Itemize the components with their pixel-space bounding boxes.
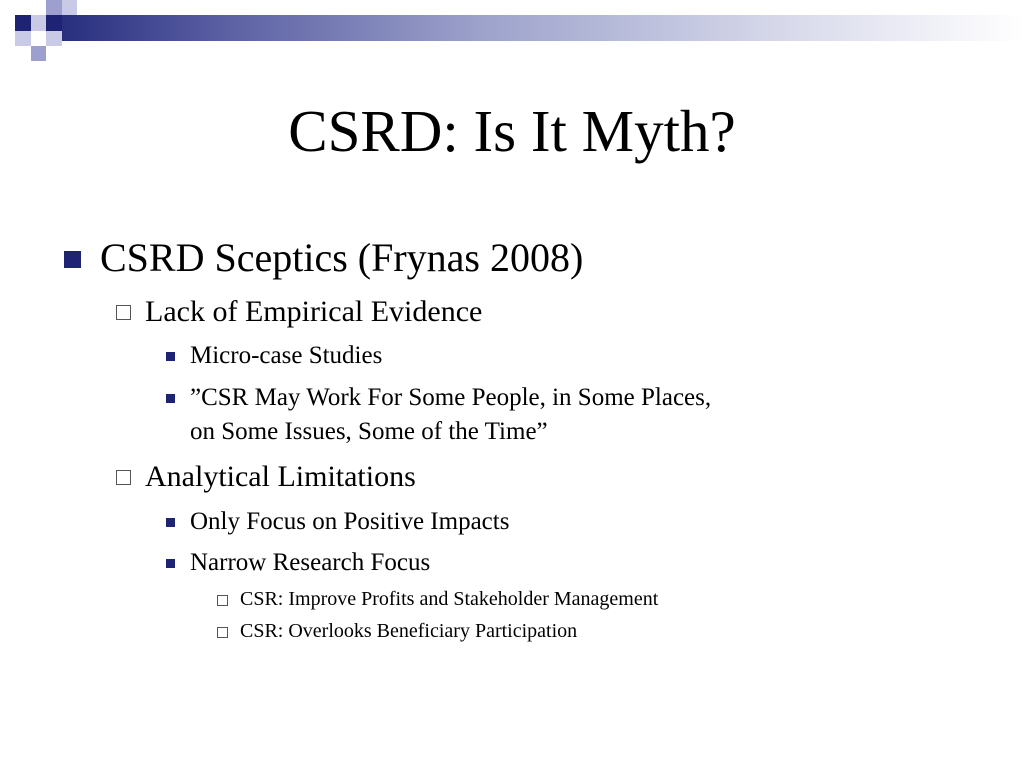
bullet-text: Micro-case Studies bbox=[190, 342, 383, 369]
square-bullet-icon bbox=[166, 518, 175, 527]
header-square bbox=[62, 0, 77, 15]
header-square bbox=[15, 31, 31, 46]
bullet-text: Lack of Empirical Evidence bbox=[145, 295, 483, 328]
checkbox-bullet-icon bbox=[217, 595, 228, 606]
bullet-text: Only Focus on Positive Impacts bbox=[190, 508, 510, 535]
bullet-text: CSR: Improve Profits and Stakeholder Management bbox=[240, 588, 659, 610]
header-square bbox=[46, 0, 62, 15]
square-bullet-icon bbox=[166, 352, 175, 361]
slide-title: CSRD: Is It Myth? bbox=[288, 98, 736, 164]
checkbox-bullet-icon bbox=[116, 305, 131, 320]
bullet-text: Analytical Limitations bbox=[145, 460, 416, 493]
bullet-text: ”CSR May Work For Some People, in Some Places, bbox=[190, 384, 712, 411]
header-square bbox=[31, 46, 46, 61]
checkbox-bullet-icon bbox=[217, 627, 228, 638]
square-bullet-icon bbox=[166, 394, 175, 403]
bullet-text: CSRD Sceptics (Frynas 2008) bbox=[100, 235, 584, 280]
bullet-text: Narrow Research Focus bbox=[190, 549, 431, 576]
checkbox-bullet-icon bbox=[116, 470, 131, 485]
header-square bbox=[31, 15, 46, 31]
header-square bbox=[46, 15, 62, 31]
bullet-text: CSR: Overlooks Beneficiary Participation bbox=[240, 620, 578, 642]
square-bullet-icon bbox=[166, 559, 175, 568]
header-gradient-bar bbox=[46, 15, 1024, 41]
bullet-text-continuation: on Some Issues, Some of the Time” bbox=[190, 418, 548, 445]
square-bullet-icon bbox=[64, 251, 81, 268]
header-square bbox=[15, 15, 31, 31]
header-square bbox=[46, 31, 62, 46]
